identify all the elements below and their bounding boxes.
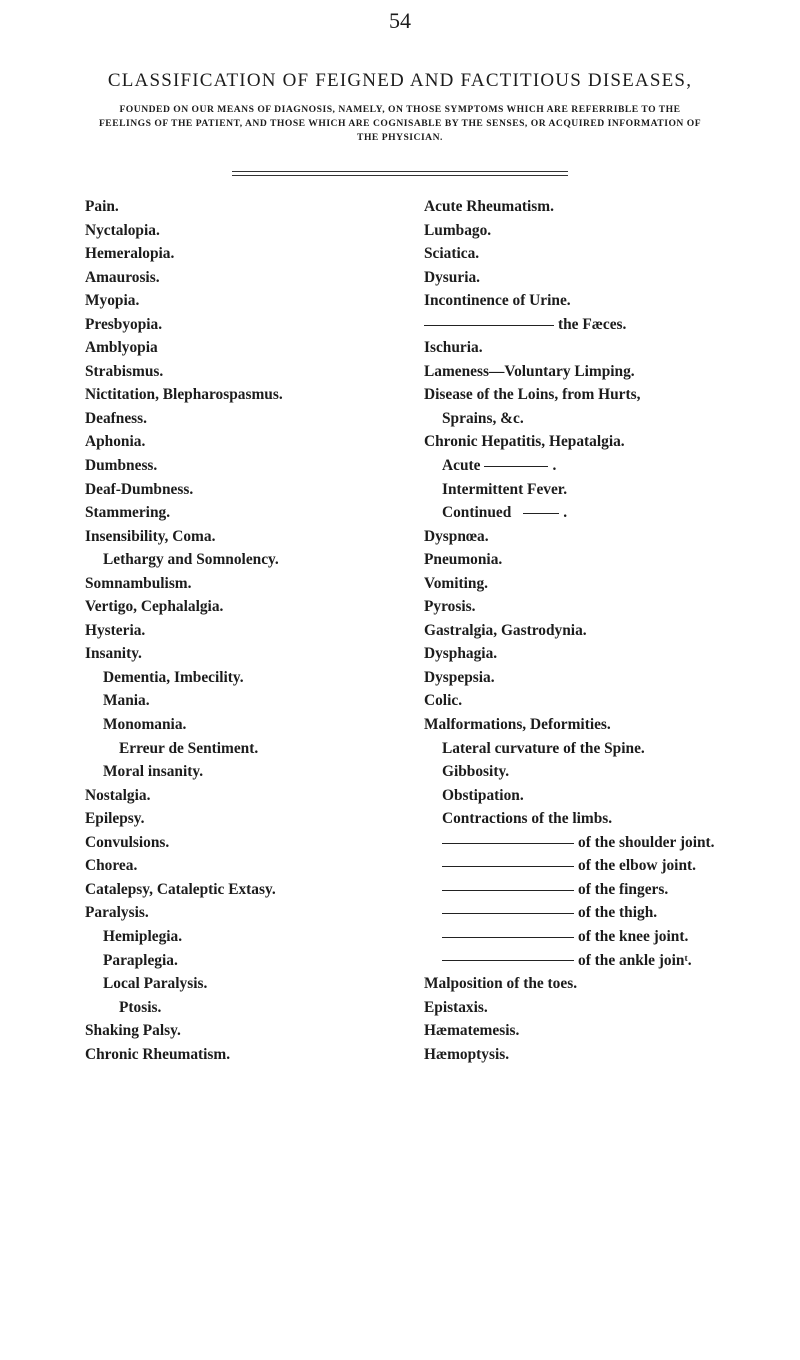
list-item: Gibbosity. — [442, 763, 510, 781]
list-item-punct: . — [563, 504, 568, 522]
list-item: Gastralgia, Gastrodynia. — [424, 621, 587, 639]
list-item: Nyctalopia. — [85, 221, 160, 239]
list-item: Insanity. — [85, 645, 142, 663]
list-item: Vertigo, Cephalalgia. — [85, 598, 224, 616]
page-number: 54 — [389, 8, 411, 33]
list-item: Intermittent Fever. — [442, 480, 568, 498]
list-item: Sprains, &c. — [442, 409, 524, 427]
list-item: Stammering. — [85, 504, 171, 522]
list-item: Hemiplegia. — [103, 927, 183, 945]
list-item: Epilepsy. — [85, 810, 145, 828]
list-item: Erreur de Sentiment. — [119, 739, 259, 757]
list-item: Pain. — [85, 198, 119, 215]
list-item-text: of the knee joint. — [578, 927, 689, 945]
list-item: Amblyopia — [85, 339, 158, 357]
list-item: Ptosis. — [119, 998, 162, 1016]
list-item-text: Continued — [442, 504, 512, 522]
list-item-text: of the thigh. — [578, 904, 658, 922]
list-item: Shaking Palsy. — [85, 1022, 181, 1040]
list-item: Strabismus. — [85, 362, 164, 380]
ditto-dash — [442, 937, 574, 938]
list-item: Dumbness. — [85, 457, 158, 475]
left-column — [85, 195, 405, 1066]
list-item: Hemeralopia. — [85, 245, 175, 263]
list-item: Lameness—Voluntary Limping. — [424, 362, 635, 380]
list-item: Nostalgia. — [85, 786, 151, 804]
list-item: Monomania. — [103, 716, 187, 734]
list-item — [424, 854, 794, 878]
list-item: Acute Rheumatism. — [424, 198, 554, 215]
list-item: Dementia, Imbecility. — [103, 668, 244, 686]
list-item: Malposition of the toes. — [424, 975, 578, 993]
ditto-dash — [442, 866, 574, 867]
list-item: Obstipation. — [442, 786, 524, 804]
page-title: CLASSIFICATION OF FEIGNED AND FACTITIOUS DISEASES, — [107, 70, 693, 91]
double-rule-divider — [232, 171, 568, 176]
list-item-text: Acute — [442, 457, 481, 475]
list-item — [424, 901, 794, 925]
list-item: Dysphagia. — [424, 645, 498, 663]
list-item: Presbyopia. — [85, 315, 163, 333]
ditto-dash — [442, 843, 574, 844]
list-item-text: of the ankle joinᵗ. — [578, 951, 692, 969]
list-item: Hysteria. — [85, 621, 146, 639]
list-item: Colic. — [424, 692, 463, 710]
ditto-dash — [424, 325, 554, 326]
list-item — [424, 925, 794, 949]
list-item: Incontinence of Urine. — [424, 292, 571, 310]
ditto-dash — [442, 960, 574, 961]
list-item: Dyspnœa. — [424, 527, 489, 545]
list-item — [424, 454, 794, 478]
list-item: Myopia. — [85, 292, 140, 310]
list-item: Paralysis. — [85, 904, 149, 922]
list-item: Malformations, Deformities. — [424, 716, 611, 734]
list-item: Pneumonia. — [424, 551, 503, 569]
list-item: Disease of the Loins, from Hurts, — [424, 386, 641, 404]
ditto-dash — [442, 913, 574, 914]
list-item: Hæmoptysis. — [424, 1045, 510, 1063]
list-item: Amaurosis. — [85, 268, 160, 286]
list-item — [424, 313, 794, 337]
list-item: Deafness. — [85, 409, 147, 427]
list-item: Mania. — [103, 692, 150, 710]
list-item-text: of the fingers. — [578, 880, 669, 898]
list-item-text: the Fæces. — [558, 315, 627, 333]
list-item: Chronic Hepatitis, Hepatalgia. — [424, 433, 625, 451]
list-item: Chronic Rheumatism. — [85, 1045, 231, 1063]
list-item: Sciatica. — [424, 245, 480, 263]
list-item: Ischuria. — [424, 339, 483, 357]
list-item: Pyrosis. — [424, 598, 476, 616]
list-item: Moral insanity. — [103, 763, 204, 781]
list-item: Lethargy and Somnolency. — [103, 551, 279, 569]
list-item: Contractions of the limbs. — [442, 810, 613, 828]
right-column — [424, 195, 794, 1066]
list-item: Somnambulism. — [85, 574, 192, 592]
ditto-dash — [484, 466, 548, 467]
list-item: Nictitation, Blepharospasmus. — [85, 386, 283, 404]
list-item: Paraplegia. — [103, 951, 178, 969]
list-item-text: of the elbow joint. — [578, 857, 696, 875]
list-item: Insensibility, Coma. — [85, 527, 216, 545]
list-item — [424, 949, 794, 973]
ditto-dash — [523, 513, 559, 514]
list-item: Epistaxis. — [424, 998, 488, 1016]
list-item: Vomiting. — [424, 574, 488, 592]
list-item-text: of the shoulder joint. — [578, 833, 715, 851]
list-item: Aphonia. — [85, 433, 146, 451]
list-item — [424, 501, 794, 525]
list-item: Dyspepsia. — [424, 668, 495, 686]
list-item — [424, 831, 794, 855]
list-item: Hæmatemesis. — [424, 1022, 520, 1040]
list-item: Catalepsy, Cataleptic Extasy. — [85, 880, 276, 898]
ditto-dash — [442, 890, 574, 891]
list-item: Lateral curvature of the Spine. — [442, 739, 645, 757]
list-item: Lumbago. — [424, 221, 492, 239]
page-subtitle: FOUNDED ON OUR MEANS OF DIAGNOSIS, NAMELY, ON THOSE SYMPTOMS WHICH ARE REFERRIBLE TO THE FEELINGS OF THE PATIENT, AND THOSE WHICH ARE COGNISABLE BY THE SENSES, OR ACQUIRED INFORMATION OF THE PHYSICIAN. — [98, 104, 702, 143]
list-item: Local Paralysis. — [103, 975, 208, 993]
list-item — [424, 878, 794, 902]
list-item: Deaf-Dumbness. — [85, 480, 194, 498]
list-item: Dysuria. — [424, 268, 481, 286]
list-item: Chorea. — [85, 857, 138, 875]
list-item: Convulsions. — [85, 833, 170, 851]
list-item-punct: . — [552, 457, 557, 475]
